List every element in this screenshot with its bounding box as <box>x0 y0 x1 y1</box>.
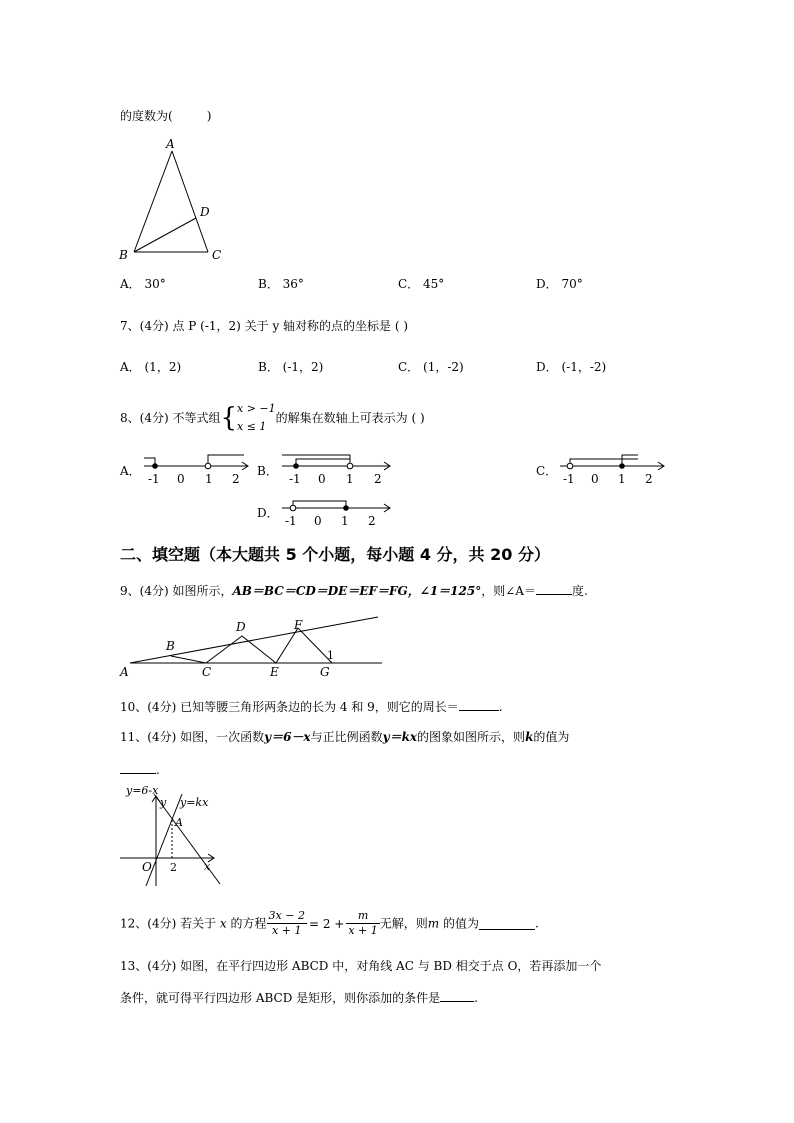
q13-line-1: 13、(4分) 如图，在平行四边形 ABCD 中，对角线 AC 与 BD 相交于点 O，若再添加一个 <box>120 959 602 973</box>
q8-c-tick-1: 1 <box>618 472 626 486</box>
q11-answer-blank[interactable] <box>120 761 156 774</box>
q11-label-a: A <box>175 816 183 829</box>
q8-b-tick-neg1: -1 <box>289 472 301 486</box>
q11-label-o: O <box>142 860 152 874</box>
q8-d-tick-neg1: -1 <box>285 514 297 528</box>
q6-label-a: A <box>166 137 175 151</box>
q8-a-tick-0: 0 <box>177 472 185 486</box>
q7-option-d[interactable]: D． (-1，-2) <box>536 360 607 374</box>
q9-label-angle-1: 1 <box>327 649 334 662</box>
q9-label-a: A <box>120 665 129 679</box>
q7-option-a[interactable]: A． (1，2) <box>120 360 182 374</box>
q8-d-tick-0: 0 <box>314 514 322 528</box>
q10-stem: 10、(4分) 已知等腰三角形两条边的长为 4 和 9，则它的周长＝ . <box>120 700 503 714</box>
q6-label-b: B <box>119 248 128 262</box>
q6-option-a[interactable]: A． 30° <box>120 277 166 291</box>
q8-option-d-numberline[interactable] <box>278 492 396 530</box>
q6-stem: 的度数为( ) <box>120 109 212 123</box>
q6-triangle-figure <box>110 132 240 267</box>
q8-b-tick-0: 0 <box>318 472 326 486</box>
q7-stem: 7、(4分) 点 P (-1，2) 关于 y 轴对称的点的坐标是 ( ) <box>120 319 409 333</box>
q8-stem: 8、(4分) 不等式组{ x > −1 x ≤ 1 的解集在数轴上可表示为 ( ) <box>120 400 425 436</box>
q9-stem: 9、(4分) 如图所示，AB＝BC＝CD＝DE＝EF＝FG，∠1＝125°，则∠A＝ 度. <box>120 584 588 598</box>
q8-a-tick-2: 2 <box>232 472 240 486</box>
q11-label-2: 2 <box>170 861 177 874</box>
q13-line-2: 条件，就可得平行四边形 ABCD 是矩形，则你添加的条件是 . <box>120 991 478 1005</box>
q9-label-b: B <box>166 639 175 653</box>
q9-zigzag-figure <box>118 612 390 682</box>
q8-inequality-system: { x > −1 x ≤ 1 <box>220 402 276 433</box>
q11-answer-line: . <box>120 761 160 778</box>
q8-c-tick-neg1: -1 <box>563 472 575 486</box>
q8-d-tick-2: 2 <box>368 514 376 528</box>
q11-label-y: y <box>160 796 167 809</box>
q9-label-g: G <box>320 665 330 679</box>
q8-option-b-letter[interactable]: B． <box>257 464 278 478</box>
q8-option-c-numberline[interactable] <box>556 450 668 488</box>
q9-label-d: D <box>236 620 246 634</box>
q11-label-fn2: y=kx <box>180 796 209 809</box>
q8-a-tick-neg1: -1 <box>148 472 160 486</box>
q8-c-tick-0: 0 <box>591 472 599 486</box>
q11-label-fn1: y=6-x <box>126 784 159 797</box>
q8-option-c-letter[interactable]: C． <box>536 464 558 478</box>
q12-stem: 12、(4分) 若关于 x 的方程 $\frac{3x - 2}{x + 1}$ = 2 + $\frac{m}{x + 1}$ 无解，则m 的值为 . <box>120 909 539 937</box>
q7-option-b[interactable]: B． (-1，2) <box>258 360 324 374</box>
q6-label-d: D <box>200 205 210 219</box>
q10-answer-blank[interactable] <box>459 698 499 711</box>
q7-option-c[interactable]: C． (1，-2) <box>398 360 464 374</box>
q8-option-a-letter[interactable]: A． <box>120 464 141 478</box>
q9-label-e: E <box>270 665 279 679</box>
q9-answer-blank[interactable] <box>536 582 572 595</box>
q6-label-c: C <box>212 248 222 262</box>
q11-graph-figure <box>118 782 230 892</box>
q12-answer-blank[interactable] <box>479 917 535 930</box>
q13-answer-blank[interactable] <box>440 989 474 1002</box>
section-2-heading: 二、填空题（本大题共 5 个小题，每小题 4 分，共 20 分） <box>120 545 550 564</box>
q6-option-b[interactable]: B． 36° <box>258 277 304 291</box>
q6-option-d[interactable]: D． 70° <box>536 277 583 291</box>
q9-label-c: C <box>202 665 212 679</box>
q8-a-tick-1: 1 <box>205 472 213 486</box>
q12-fraction-right: $\frac{m}{x + 1}$ <box>348 909 378 937</box>
q11-stem: 11、(4分) 如图，一次函数y＝6－x与正比例函数y＝kx的图象如图所示，则k的值为 <box>120 730 570 744</box>
q8-option-d-letter[interactable]: D． <box>257 506 279 520</box>
q8-option-a-numberline[interactable] <box>140 450 255 488</box>
q8-option-b-numberline[interactable] <box>278 450 396 488</box>
q8-c-tick-2: 2 <box>645 472 653 486</box>
q8-b-tick-2: 2 <box>374 472 382 486</box>
q12-fraction-left: $\frac{3x - 2}{x + 1}$ <box>268 909 305 937</box>
q11-label-x: x <box>204 860 211 873</box>
q6-option-c[interactable]: C． 45° <box>398 277 445 291</box>
q9-label-f: F <box>294 618 303 632</box>
q8-d-tick-1: 1 <box>341 514 349 528</box>
q8-b-tick-1: 1 <box>346 472 354 486</box>
